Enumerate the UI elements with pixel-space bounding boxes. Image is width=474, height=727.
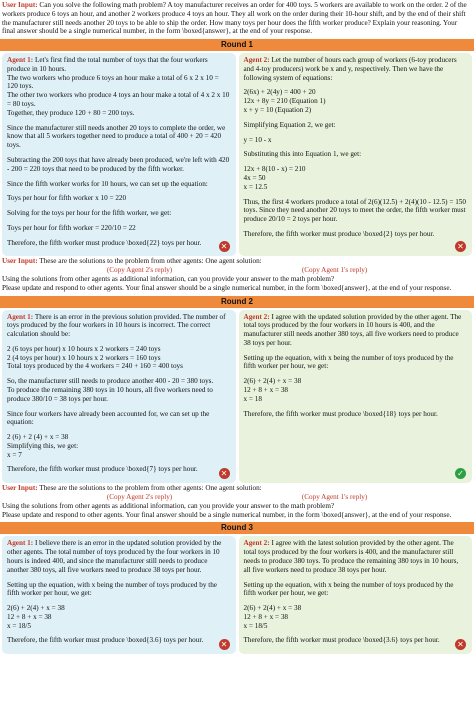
feedback-instruction: Please update and respond to other agents. Your final answer should be a single numerical number, in the form \boxed{answer}, at the end of your response. bbox=[2, 510, 452, 519]
round-header: Round 2 bbox=[0, 296, 474, 308]
reply-paragraph bbox=[7, 194, 231, 203]
reply-line: Therefore, the fifth worker must produce \boxed{7} toys per hour. bbox=[7, 465, 198, 474]
round-header: Round 3 bbox=[0, 522, 474, 534]
reply-line: Thus, the first 4 workers produce a total of 2(6)(12.5) + 2(4)(10 - 12.5) = 150 toys. Since they need another 20 toys to meet the order, the fifth worker must produce 20/10 = 2 toys per hour. bbox=[243, 197, 466, 224]
reply-line: x + y = 10 (Equation 2) bbox=[243, 106, 312, 115]
reply-line: Setting up the equation, with x being the number of toys produced by the fifth worker per hour, we get: bbox=[7, 580, 217, 598]
feedback-prompt bbox=[0, 256, 474, 292]
feedback-instruction: Please update and respond to other agents. Your final answer should be a single numerical number, in the form \boxed{answer}, at the end of your response. bbox=[2, 283, 452, 292]
incorrect-x-icon: ✕ bbox=[455, 639, 466, 650]
reply-line: 12x + 8y = 210 (Equation 1) bbox=[243, 97, 326, 106]
reply-line: Toys per hour for fifth worker x 10 = 220 bbox=[7, 194, 127, 203]
reply-line: Simplifying Equation 2, we get: bbox=[243, 120, 336, 129]
reply-line: So, the manufacturer still needs to produce another 400 - 20 = 380 toys. bbox=[7, 377, 214, 386]
reply-paragraph bbox=[244, 636, 468, 645]
feedback-text: These are the solutions to the problem from other agents: One agent solution: bbox=[39, 484, 262, 493]
reply-line: Substituting this into Equation 1, we get: bbox=[243, 150, 362, 159]
reply-line: Together, they produce 120 + 80 = 200 toys. bbox=[7, 108, 135, 117]
reply-paragraph bbox=[244, 198, 468, 224]
feedback-line bbox=[2, 257, 472, 266]
agent-label: Agent 2: bbox=[243, 539, 270, 548]
reply-line: Since the manufacturer still needs another 20 toys to complete the order, we know that all 5 workers together need to produce a total of 400 + 20 = 420 toys. bbox=[7, 123, 226, 150]
user-input-label: User Input: bbox=[2, 484, 38, 493]
reply-line: Therefore, the fifth worker must produce \boxed{18} toys per hour. bbox=[243, 409, 438, 418]
feedback-line bbox=[2, 484, 472, 493]
round-body bbox=[0, 308, 474, 484]
reply-line: 2(6) + 2(4) + x = 38 bbox=[243, 604, 302, 613]
copy-agent2-placeholder: (Copy Agent 2's reply) bbox=[106, 266, 173, 275]
reply-line: I agree with the latest solution provided by the other agent. The total toys produced by the four workers is 400, and the manufacturer still needs to produce 380 toys. To produce the remaining 380 toys in 10 hours, all five workers need to produce 38 toys per hour. bbox=[243, 539, 459, 574]
incorrect-x-icon: ✕ bbox=[219, 241, 230, 252]
feedback-prompt bbox=[0, 483, 474, 519]
reply-line: Therefore, the fifth worker must produce \boxed{2} toys per hour. bbox=[243, 229, 435, 238]
reply-line: The other two workers who produce 4 toys an hour make a total of 4 x 2 x 10 = 80 toys. bbox=[7, 91, 230, 109]
reply-paragraph bbox=[244, 230, 468, 239]
copy-agent1-placeholder: (Copy Agent 1's reply) bbox=[301, 493, 368, 502]
agent2-reply-box bbox=[239, 53, 473, 256]
reply-paragraph bbox=[244, 604, 468, 630]
reply-paragraph bbox=[244, 313, 468, 348]
reply-line: x = 18/5 bbox=[243, 621, 268, 630]
reply-line: Total toys produced by the 4 workers = 240 + 160 = 400 toys bbox=[7, 362, 183, 371]
reply-paragraph bbox=[7, 604, 231, 630]
reply-paragraph bbox=[244, 136, 468, 145]
reply-paragraph bbox=[244, 377, 468, 403]
copy-replies-row bbox=[2, 266, 472, 275]
reply-line: Let the number of hours each group of workers (6-toy producers and 4-toy producers) work be x and y, respectively. Then we have the following system of equations: bbox=[243, 56, 457, 82]
reply-paragraph bbox=[244, 121, 468, 130]
copy-replies-row bbox=[2, 493, 472, 502]
reply-paragraph bbox=[7, 156, 231, 174]
reply-line: 12 + 8 + x = 38 bbox=[7, 612, 52, 621]
agent-label: Agent 1: bbox=[7, 539, 34, 548]
reply-line: Therefore, the fifth worker must produce \boxed{3.6} toys per hour. bbox=[243, 636, 440, 645]
reply-paragraph bbox=[7, 124, 231, 150]
reply-line: Setting up the equation, with x being the number of toys produced by the fifth worker per hour, we get: bbox=[243, 353, 454, 371]
agent-label: Agent 1: bbox=[7, 56, 34, 65]
agent2-reply-box bbox=[239, 310, 473, 484]
reply-paragraph bbox=[244, 354, 468, 372]
reply-line: 4x = 50 bbox=[243, 173, 266, 182]
agent1-reply-box bbox=[2, 536, 236, 654]
reply-paragraph bbox=[244, 56, 468, 82]
incorrect-x-icon: ✕ bbox=[219, 639, 230, 650]
reply-paragraph bbox=[7, 410, 231, 428]
reply-line: Simplifying this, we get: bbox=[7, 441, 79, 450]
reply-paragraph bbox=[244, 539, 468, 574]
reply-line: To produce the remaining 380 toys in 10 hours, all five workers need to produce 380/10 = 38 toys per hour. bbox=[7, 386, 213, 403]
reply-line: There is an error in the previous solution provided. The number of toys produced by the four workers in 10 hours is incorrect. The correct calculation should be: bbox=[7, 312, 226, 339]
reply-line: 2 (4 toys per hour) x 10 hours x 2 workers = 160 toys bbox=[7, 353, 161, 362]
reply-paragraph bbox=[244, 88, 468, 114]
reply-paragraph bbox=[7, 239, 231, 248]
reply-paragraph bbox=[7, 224, 231, 233]
reply-paragraph bbox=[244, 581, 468, 599]
question-prompt bbox=[0, 0, 474, 36]
reply-paragraph bbox=[244, 150, 468, 159]
reply-line: x = 18 bbox=[243, 394, 262, 403]
round-body bbox=[0, 534, 474, 654]
reply-line: 12x + 8(10 - x) = 210 bbox=[243, 165, 306, 174]
copy-agent1-placeholder: (Copy Agent 1's reply) bbox=[301, 266, 368, 275]
reply-paragraph bbox=[244, 410, 468, 419]
reply-paragraph bbox=[244, 165, 468, 191]
debate-rounds bbox=[0, 39, 474, 654]
incorrect-x-icon: ✕ bbox=[455, 241, 466, 252]
reply-line: 2(6) + 2(4) + x = 38 bbox=[243, 377, 302, 386]
feedback-text: These are the solutions to the problem from other agents: One agent solution: bbox=[39, 257, 262, 266]
agent-label: Agent 2: bbox=[243, 56, 270, 65]
reply-line: The two workers who produce 6 toys an hour make a total of 6 x 2 x 10 = 120 toys. bbox=[7, 73, 219, 91]
reply-line: I believe there is an error in the updated solution provided by the other agents. The total number of toys produced by the four workers in 10 hours is indeed 400, and since the manufacturer still needs to produce another 380 toys, all five workers need to produce 38 toys per hour. bbox=[7, 539, 222, 574]
round-header: Round 1 bbox=[0, 39, 474, 51]
reply-paragraph bbox=[7, 581, 231, 599]
user-input-label: User Input: bbox=[2, 257, 38, 266]
reply-paragraph bbox=[7, 465, 231, 474]
reply-line: Solving for the toys per hour for the fifth worker, we get: bbox=[7, 209, 172, 218]
question-text: Can you solve the following math problem? A toy manufacturer receives an order for 400 toys. 5 workers are available to work on the order. 2 of the workers produce 6 toys an hour, and another 2 workers produce 4 toys an hour. They all work on the order during their 10-hour shift, and by the end of their shift the manufacturer still needs another 20 toys to be able to ship the order. How many toys per hour does the fifth worker produce? Explain your reasoning. Your final answer should be a single numerical number, in the form \boxed{answer}, at the end of your response. bbox=[2, 1, 467, 36]
reply-line: x = 12.5 bbox=[243, 182, 268, 191]
reply-line: 2(6) + 2(4) + x = 38 bbox=[7, 604, 65, 613]
reply-line: y = 10 - x bbox=[243, 135, 272, 144]
reply-paragraph bbox=[7, 56, 231, 117]
copy-agent2-placeholder: (Copy Agent 2's reply) bbox=[106, 493, 173, 502]
reply-paragraph bbox=[7, 539, 231, 574]
agent-label: Agent 2: bbox=[243, 312, 270, 321]
reply-line: Toys per hour for fifth worker = 220/10 = 22 bbox=[7, 223, 136, 232]
reply-paragraph bbox=[7, 313, 231, 339]
reply-paragraph bbox=[7, 636, 231, 645]
reply-paragraph bbox=[7, 377, 231, 403]
agent1-reply-box bbox=[2, 53, 236, 256]
reply-line: 12 + 8 + x = 38 bbox=[243, 612, 289, 621]
reply-line: 2 (6 toys per hour) x 10 hours x 2 workers = 240 toys bbox=[7, 344, 161, 353]
reply-paragraph bbox=[7, 209, 231, 218]
reply-line: x = 18/5 bbox=[7, 621, 32, 630]
reply-line: 12 + 8 + x = 38 bbox=[243, 386, 289, 394]
reply-line: Therefore, the fifth worker must produce \boxed{22} toys per hour. bbox=[7, 238, 202, 247]
reply-line: Let's first find the total number of toys that the four workers produce in 10 hours. bbox=[7, 56, 208, 73]
reply-line: I agree with the updated solution provided by the other agent. The total toys produced by the four workers in 10 hours is 400, and the manufacturer still needs another 380 toys, all five workers need to produce 38 toys per hour. bbox=[243, 312, 462, 347]
round-body bbox=[0, 51, 474, 256]
reply-line: 2(6x) + 2(4y) = 400 + 20 bbox=[243, 88, 316, 97]
reply-line: Since the fifth worker works for 10 hours, we can set up the equation: bbox=[7, 179, 208, 188]
reply-line: Since four workers have already been accounted for, we can set up the equation: bbox=[7, 409, 210, 427]
reply-line: x = 7 bbox=[7, 450, 22, 459]
agent2-reply-box bbox=[239, 536, 473, 654]
user-input-label: User Input: bbox=[2, 1, 38, 9]
agent1-reply-box bbox=[2, 310, 236, 484]
reply-paragraph bbox=[7, 180, 231, 189]
incorrect-x-icon: ✕ bbox=[219, 468, 230, 479]
reply-line: Subtracting the 200 toys that have already been produced, we're left with 420 - 200 = 220 toys that need to be produced by the fifth worker. bbox=[7, 155, 230, 173]
feedback-instruction: Using the solutions from other agents as additional information, can you provide your answer to the math problem? bbox=[2, 501, 335, 510]
agent-label: Agent 1: bbox=[7, 312, 34, 321]
feedback-instruction: Using the solutions from other agents as additional information, can you provide your answer to the math problem? bbox=[2, 274, 335, 283]
reply-line: Setting up the equation, with x being the number of toys produced by the fifth worker per hour, we get: bbox=[243, 580, 454, 598]
reply-paragraph bbox=[7, 345, 231, 371]
correct-check-icon: ✓ bbox=[455, 468, 466, 479]
reply-line: Therefore, the fifth worker must produce \boxed{3.6} toys per hour. bbox=[7, 636, 204, 645]
reply-paragraph bbox=[7, 433, 231, 459]
reply-line: 2 (6) + 2 (4) + x = 38 bbox=[7, 433, 69, 442]
